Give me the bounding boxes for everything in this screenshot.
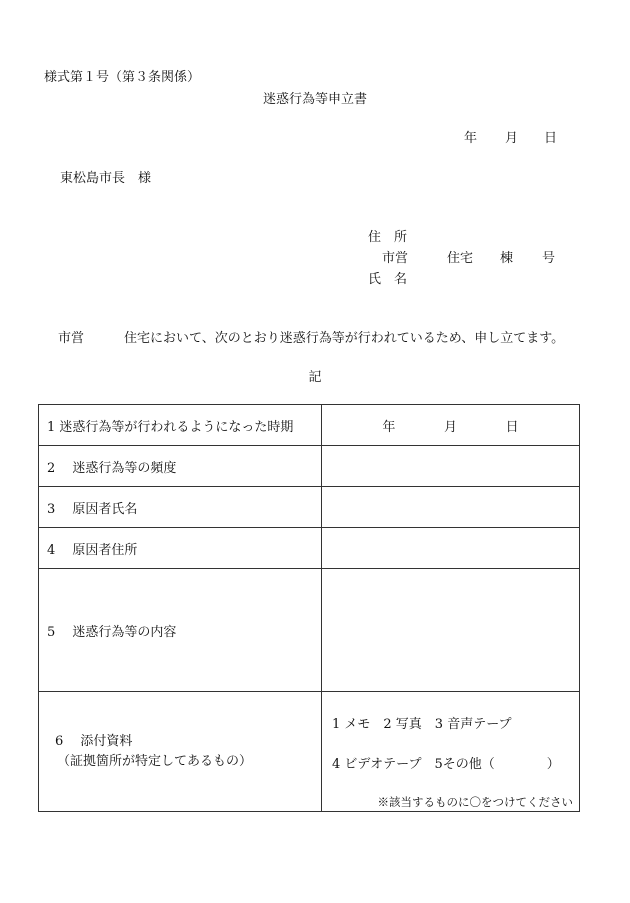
attachment-note: ※該当するものに〇をつけてください	[377, 795, 573, 809]
row6-value	[322, 692, 580, 812]
table-row	[39, 487, 580, 528]
row6-label-cell	[39, 692, 322, 812]
attachment-options-line2[interactable]: 4 ビデオテープ 5その他（ ）	[332, 757, 560, 772]
applicant-housing-label: 住宅	[447, 251, 474, 266]
statement-text: 住宅において、次のとおり迷惑行為等が行われているため、申し立てます。	[124, 331, 565, 346]
document-title: 迷惑行為等申立書	[262, 92, 367, 107]
row3-value[interactable]	[322, 487, 580, 528]
ki-heading: 記	[308, 370, 322, 385]
row3-label: 3 原因者氏名	[39, 487, 322, 528]
applicant-housing-prefix: 市営	[382, 251, 409, 266]
row6-sublabel: （証拠箇所が特定してあるもの）	[57, 753, 253, 769]
form-number: 様式第１号（第３条関係）	[44, 70, 201, 85]
table-row	[39, 692, 580, 812]
row1-day-label: 日	[505, 419, 519, 435]
applicant-address-label: 住 所	[368, 230, 408, 245]
row1-year-label: 年	[382, 419, 396, 435]
row1-month-label: 月	[443, 419, 457, 435]
application-table	[38, 404, 580, 812]
date-day-label: 日	[544, 131, 558, 146]
row5-value[interactable]	[322, 569, 580, 692]
applicant-unit-label: 号	[542, 251, 556, 266]
row4-label: 4 原因者住所	[39, 528, 322, 569]
date-month-label: 月	[505, 131, 519, 146]
row5-label: 5 迷惑行為等の内容	[39, 569, 322, 692]
applicant-building-label: 棟	[500, 251, 514, 266]
row2-value[interactable]	[322, 446, 580, 487]
row1-value[interactable]	[322, 405, 580, 446]
statement-prefix: 市営	[58, 331, 85, 346]
row4-value[interactable]	[322, 528, 580, 569]
addressee: 東松島市長 様	[60, 171, 152, 186]
table-row	[39, 405, 580, 446]
table-row	[39, 528, 580, 569]
applicant-name-label: 氏 名	[368, 272, 408, 287]
row6-label: 6 添付資料	[55, 733, 133, 749]
table-row	[39, 446, 580, 487]
row1-label: 1 迷惑行為等が行われるようになった時期	[39, 405, 322, 446]
date-year-label: 年	[464, 131, 478, 146]
table-row	[39, 569, 580, 692]
attachment-options-line1[interactable]: 1 メモ 2 写真 3 音声テープ	[332, 717, 512, 732]
row2-label: 2 迷惑行為等の頻度	[39, 446, 322, 487]
